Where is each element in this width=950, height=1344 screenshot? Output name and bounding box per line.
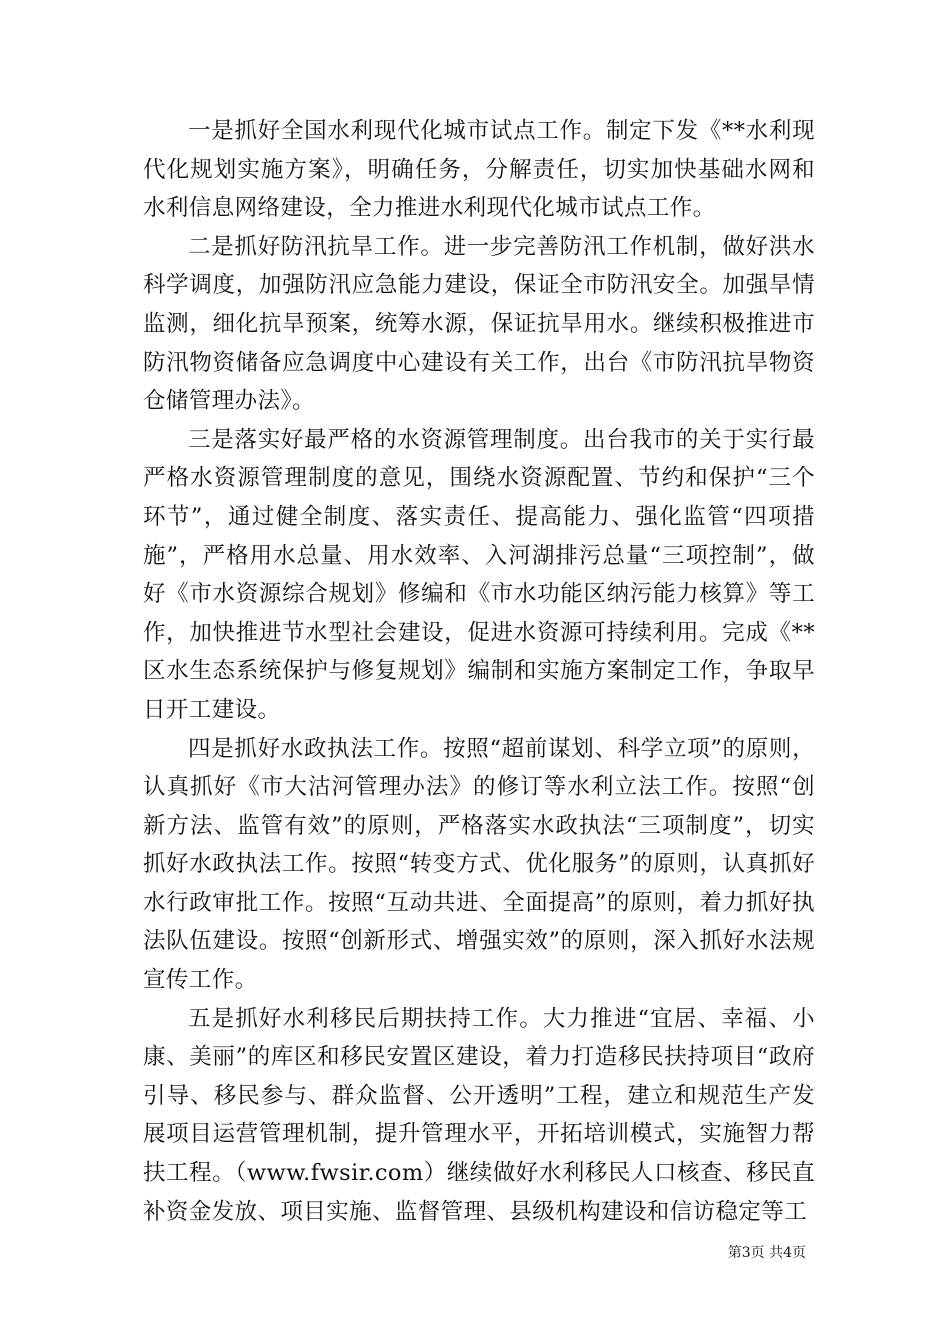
paragraph-3: 三是落实好最严格的水资源管理制度。出台我市的关于实行最严格水资源管理制度的意见，围绕水资源配置、节约和保护“三个环节”，通过健全制度、落实责任、提高能力、强化监管“四项措施”，严格用水总量、用水效率、入河湖排污总量“三项控制”，做好《市水资源综合规划》修编和《市水功能区纳污能力核算》等工作，加快推进节水型社会建设，促进水资源可持续利用。完成《**区水生态系统保护与修复规划》编制和实施方案制定工作，争取早日开工建设。 xyxy=(143,426,815,723)
paragraph-4: 四是抓好水政执法工作。按照“超前谋划、科学立项”的原则，认真抓好《市大沽河管理办法》的修订等水利立法工作。按照“创新方法、监管有效”的原则，严格落实水政执法“三项制度”，切实抓好水政执法工作。按照“转变方式、优化服务”的原则，认真抓好水行政审批工作。按照“互动共进、全面提高”的原则，着力抓好执法队伍建设。按照“创新形式、增强实效”的原则，深入抓好水法规宣传工作。 xyxy=(143,735,815,994)
page-number: 第3页 共4页 xyxy=(727,1245,806,1261)
paragraph-2: 二是抓好防汛抗旱工作。进一步完善防汛工作机制，做好洪水科学调度，加强防汛应急能力建设，保证全市防汛安全。加强旱情监测，细化抗旱预案，统筹水源，保证抗旱用水。继续积极推进市防汛物资储备应急调度中心建设有关工作，出台《市防汛抗旱物资仓储管理办法》。 xyxy=(143,233,815,415)
document-body xyxy=(143,112,815,1231)
paragraph-1: 一是抓好全国水利现代化城市试点工作。制定下发《**水利现代化规划实施方案》，明确任务，分解责任，切实加快基础水网和水利信息网络建设，全力推进水利现代化城市试点工作。 xyxy=(143,118,815,222)
paragraph-5: 五是抓好水利移民后期扶持工作。大力推进“宜居、幸福、小康、美丽”的库区和移民安置区建设，着力打造移民扶持项目“政府引导、移民参与、群众监督、公开透明”工程，建立和规范生产发展项目运营管理机制，提升管理水平，开拓培训模式，实施智力帮扶工程。（www.fwsir.com）继续做好水利移民人口核查、移民直补资金发放、项目实施、监督管理、县级机构建设和信访稳定等工 xyxy=(143,1005,815,1225)
